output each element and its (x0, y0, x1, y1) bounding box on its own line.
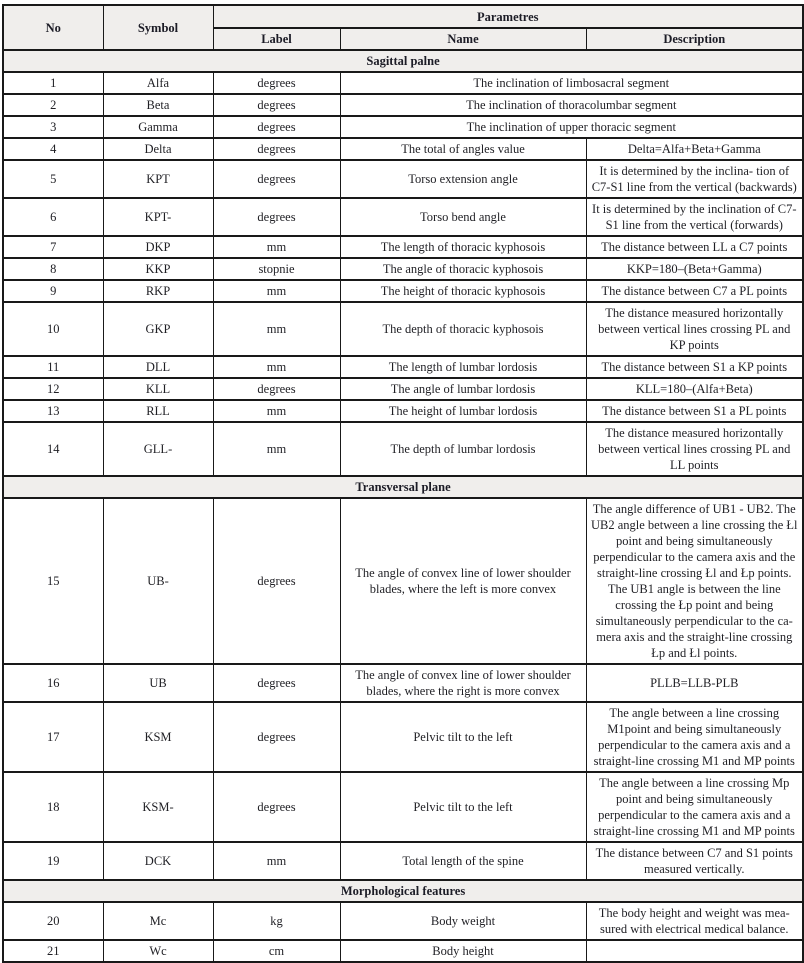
cell-symbol: Beta (103, 94, 213, 116)
table-row (3, 302, 803, 356)
cell-symbol: KSM (103, 702, 213, 772)
cell-label: degrees (213, 498, 340, 664)
cell-no: 18 (3, 772, 103, 842)
cell-description: PLLB=LLB-PLB (586, 664, 803, 702)
cell-name: Pelvic tilt to the left (340, 702, 586, 772)
col-header-description: Description (586, 28, 803, 50)
cell-no: 20 (3, 902, 103, 940)
cell-symbol: Mc (103, 902, 213, 940)
cell-description: The angle between a line crossing Mp point and being simultaneously perpendicular to the camera axis and a straight-line crossing M1 and MP points (586, 772, 803, 842)
cell-name: Body weight (340, 902, 586, 940)
col-header-symbol: Symbol (103, 5, 213, 50)
cell-symbol: KLL (103, 378, 213, 400)
cell-no: 10 (3, 302, 103, 356)
cell-description: The distance between S1 a PL points (586, 400, 803, 422)
table-row (3, 72, 803, 94)
cell-label: degrees (213, 378, 340, 400)
cell-symbol: DKP (103, 236, 213, 258)
table-row (3, 280, 803, 302)
cell-label: degrees (213, 664, 340, 702)
table-row (3, 138, 803, 160)
table-row (3, 116, 803, 138)
cell-name: The height of thoracic kyphosois (340, 280, 586, 302)
cell-label: mm (213, 236, 340, 258)
col-header-parametres: Parametres (213, 5, 803, 28)
cell-label: mm (213, 400, 340, 422)
table-row (3, 160, 803, 198)
cell-description: KLL=180–(Alfa+Beta) (586, 378, 803, 400)
parameters-table (2, 4, 804, 963)
cell-label: degrees (213, 116, 340, 138)
cell-name: Pelvic tilt to the left (340, 772, 586, 842)
cell-no: 5 (3, 160, 103, 198)
cell-symbol: Alfa (103, 72, 213, 94)
header-row-top (3, 5, 803, 28)
cell-name: The inclination of thoracolumbar segment (340, 94, 803, 116)
cell-name: The length of thoracic kyphosois (340, 236, 586, 258)
table-row (3, 772, 803, 842)
cell-no: 7 (3, 236, 103, 258)
table-row (3, 664, 803, 702)
cell-symbol: KKP (103, 258, 213, 280)
cell-name: The length of lumbar lordosis (340, 356, 586, 378)
cell-symbol: GKP (103, 302, 213, 356)
cell-no: 9 (3, 280, 103, 302)
cell-label: degrees (213, 772, 340, 842)
cell-description: Delta=Alfa+Beta+Gamma (586, 138, 803, 160)
cell-description: The distance between S1 a KP points (586, 356, 803, 378)
cell-label: mm (213, 356, 340, 378)
cell-label: mm (213, 842, 340, 880)
col-header-name: Name (340, 28, 586, 50)
cell-symbol: Delta (103, 138, 213, 160)
table-row (3, 198, 803, 236)
cell-symbol: DCK (103, 842, 213, 880)
cell-label: degrees (213, 198, 340, 236)
cell-name: The total of angles value (340, 138, 586, 160)
cell-no: 13 (3, 400, 103, 422)
cell-symbol: RKP (103, 280, 213, 302)
table-row (3, 378, 803, 400)
section-row (3, 50, 803, 72)
cell-name: The inclination of upper thoracic segment (340, 116, 803, 138)
cell-label: degrees (213, 94, 340, 116)
section-title: Sagittal palne (3, 50, 803, 72)
cell-symbol: Wc (103, 940, 213, 962)
cell-label: degrees (213, 138, 340, 160)
cell-symbol: KPT (103, 160, 213, 198)
cell-label: mm (213, 422, 340, 476)
cell-no: 4 (3, 138, 103, 160)
cell-no: 6 (3, 198, 103, 236)
cell-description: The distance between C7 a PL points (586, 280, 803, 302)
cell-no: 3 (3, 116, 103, 138)
cell-label: degrees (213, 702, 340, 772)
cell-symbol: UB- (103, 498, 213, 664)
cell-description: The angle difference of UB1 - UB2. The UB2 angle between a line crossing the Łl point and being simultaneously perpendicular to the camera axis and the straight-line crossing Łl and Łp points. The UB1 angle is between the line crossing the Łp point and being simultaneously perpendicular to the ca- mera axis and the straight-line crossing Łp and Łl points. (586, 498, 803, 664)
cell-no: 8 (3, 258, 103, 280)
section-title: Morphological features (3, 880, 803, 902)
cell-label: stopnie (213, 258, 340, 280)
cell-description: The distance between C7 and S1 points measured vertically. (586, 842, 803, 880)
cell-description: It is determined by the inclina- tion of C7-S1 line from the vertical (backwards) (586, 160, 803, 198)
table-row (3, 400, 803, 422)
table-row (3, 236, 803, 258)
cell-symbol: KPT- (103, 198, 213, 236)
table-row (3, 258, 803, 280)
cell-description: The distance measured horizontally between vertical lines crossing PL and KP points (586, 302, 803, 356)
cell-symbol: KSM- (103, 772, 213, 842)
cell-no: 1 (3, 72, 103, 94)
cell-name: The inclination of limbosacral segment (340, 72, 803, 94)
section-row (3, 880, 803, 902)
cell-no: 21 (3, 940, 103, 962)
cell-description: It is determined by the inclination of C7-S1 line from the vertical (forwards) (586, 198, 803, 236)
table-row (3, 498, 803, 664)
cell-no: 12 (3, 378, 103, 400)
cell-label: mm (213, 280, 340, 302)
table-row (3, 422, 803, 476)
cell-label: cm (213, 940, 340, 962)
table-row (3, 940, 803, 962)
table-body (3, 50, 803, 962)
cell-name: The angle of lumbar lordosis (340, 378, 586, 400)
cell-name: The angle of thoracic kyphosois (340, 258, 586, 280)
cell-label: degrees (213, 72, 340, 94)
cell-description: The distance between LL a C7 points (586, 236, 803, 258)
cell-symbol: RLL (103, 400, 213, 422)
cell-name: Body height (340, 940, 586, 962)
cell-no: 16 (3, 664, 103, 702)
cell-name: The depth of thoracic kyphosois (340, 302, 586, 356)
cell-name: The angle of convex line of lower shoulder blades, where the left is more convex (340, 498, 586, 664)
cell-description: The distance measured horizontally between vertical lines crossing PL and LL points (586, 422, 803, 476)
cell-no: 19 (3, 842, 103, 880)
cell-description (586, 940, 803, 962)
col-header-label: Label (213, 28, 340, 50)
cell-symbol: Gamma (103, 116, 213, 138)
table-header (3, 5, 803, 50)
table-row (3, 902, 803, 940)
cell-description: The angle between a line crossing M1point and being simultaneously perpendicular to the camera axis and a straight-line crossing M1 and MP points (586, 702, 803, 772)
cell-no: 2 (3, 94, 103, 116)
cell-label: mm (213, 302, 340, 356)
cell-symbol: DLL (103, 356, 213, 378)
cell-name: Total length of the spine (340, 842, 586, 880)
cell-symbol: GLL- (103, 422, 213, 476)
cell-description: The body height and weight was mea- sured with electrical medical balance. (586, 902, 803, 940)
table-row (3, 702, 803, 772)
cell-name: Torso bend angle (340, 198, 586, 236)
col-header-no: No (3, 5, 103, 50)
cell-symbol: UB (103, 664, 213, 702)
table-row (3, 842, 803, 880)
cell-no: 17 (3, 702, 103, 772)
section-row (3, 476, 803, 498)
cell-name: The height of lumbar lordosis (340, 400, 586, 422)
cell-label: kg (213, 902, 340, 940)
cell-no: 11 (3, 356, 103, 378)
cell-label: degrees (213, 160, 340, 198)
cell-name: Torso extension angle (340, 160, 586, 198)
cell-description: KKP=180–(Beta+Gamma) (586, 258, 803, 280)
section-title: Transversal plane (3, 476, 803, 498)
table-row (3, 94, 803, 116)
cell-name: The angle of convex line of lower shoulder blades, where the right is more convex (340, 664, 586, 702)
cell-name: The depth of lumbar lordosis (340, 422, 586, 476)
cell-no: 15 (3, 498, 103, 664)
cell-no: 14 (3, 422, 103, 476)
table-row (3, 356, 803, 378)
